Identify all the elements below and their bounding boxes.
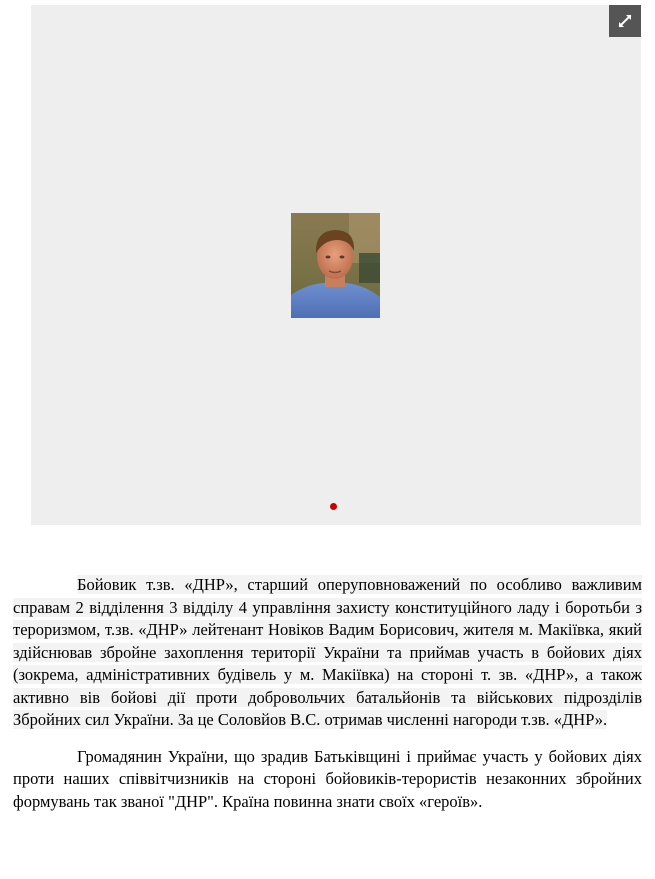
slide-indicator-dot[interactable] (330, 503, 337, 510)
paragraph-1-rest: , жителя м. Макіївка, який здійснював збройне захоплення території України та приймав участь в бойових діях (зокрема, адміністративних будівель у м. Макіївка) на стороні т. зв. «ДНР», а також активно вів бойові дії проти добровольчих батальйонів та військових підрозділів Збройних сил України. За це Соловйов В.С. отримав численні нагороди т.зв. «ДНР». (13, 620, 642, 729)
person-name: Новіков Вадим Борисович (268, 620, 455, 639)
expand-arrows-icon (617, 13, 633, 29)
expand-button[interactable] (609, 5, 641, 37)
photo-gallery (31, 5, 641, 525)
paragraph-1-intro: Бойовик т.зв. «ДНР», старший оперуповноважений по особливо важливим справам 2 відділення 3 відділу 4 управління захисту конституційного ладу і боротьби з тероризмом, т.зв. «ДНР» лейтенант (13, 575, 642, 639)
article-body (13, 574, 642, 827)
article-paragraph-1 (13, 574, 642, 732)
person-photo[interactable] (291, 213, 380, 318)
article-paragraph-2: Громадянин України, що зрадив Батьківщині і приймає участь у бойових діях проти наших співвітчизників на стороні бойовиків-терористів незаконних збройних формувань так званої "ДНР". Країна повинна знати своїх «героїв». (13, 746, 642, 811)
